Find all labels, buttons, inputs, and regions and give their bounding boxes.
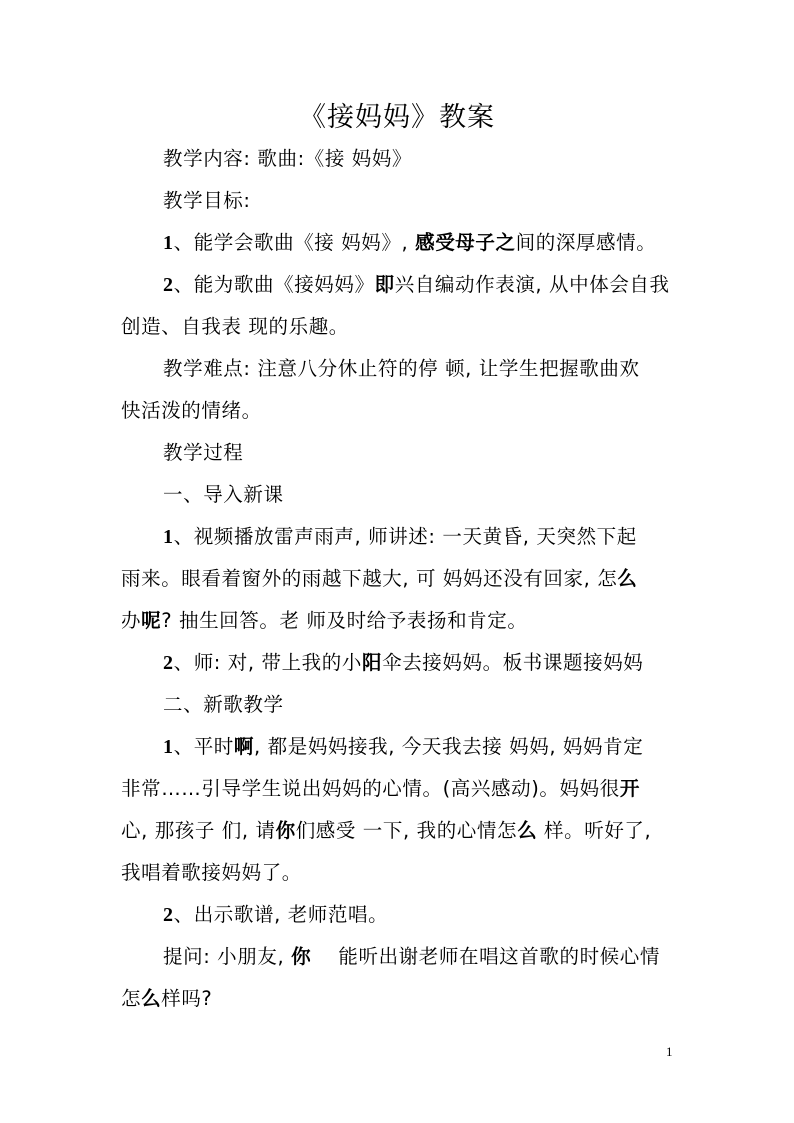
section-2-item-1: 1、平时啊, 都是妈妈接我, 今天我去接 妈妈, 妈妈肯定 — [163, 735, 644, 758]
teaching-content: 教学内容: 歌曲:《接 妈妈》 — [163, 147, 413, 170]
section-2-item-1-cont-c: 我唱着歌接妈妈了。 — [121, 861, 302, 884]
teaching-process-heading: 教学过程 — [163, 441, 244, 464]
section-2-item-1-cont-b: 心, 那孩子 们, 请你们感受 一下, 我的心情怎么 样。听好了, — [121, 819, 652, 842]
section-2-item-2: 2、出示歌谱, 老师范唱。 — [163, 903, 389, 926]
teaching-goals-heading: 教学目标: — [163, 189, 251, 212]
section-2-item-1-cont-a: 非常……引导学生说出妈妈的心情。(高兴感动)。妈妈很开 — [121, 777, 640, 800]
section-1-item-2: 2、师: 对, 带上我的小阳伞去接妈妈。板书课题接妈妈 — [163, 651, 644, 674]
teaching-difficulty: 教学难点: 注意八分休止符的停 顿, 让学生把握歌曲欢 — [163, 357, 640, 380]
question-cont: 怎么样吗? — [121, 987, 213, 1010]
section-1-item-1-cont-a: 雨来。眼看着窗外的雨越下越大, 可 妈妈还没有回家, 怎么 — [121, 567, 638, 590]
page-number: 1 — [666, 1044, 673, 1059]
question: 提问: 小朋友, 你 能听出谢老师在唱这首歌的时候心情 — [163, 945, 660, 968]
document-title: 《接妈妈》教案 — [299, 102, 495, 133]
section-2-heading: 二、新歌教学 — [163, 693, 284, 716]
goal-2-cont: 创造、自我表 现的乐趣。 — [121, 315, 349, 338]
teaching-difficulty-cont: 快活泼的情绪。 — [121, 399, 262, 422]
section-1-heading: 一、导入新课 — [163, 483, 284, 506]
goal-1: 1、能学会歌曲《接 妈妈》, 感受母子之间的深厚感情。 — [163, 231, 657, 254]
section-1-item-1-cont-b: 办呢? 抽生回答。老 师及时给予表扬和肯定。 — [121, 609, 528, 632]
goal-2: 2、能为歌曲《接妈妈》即兴自编动作表演, 从中体会自我 — [163, 273, 670, 296]
section-1-item-1: 1、视频播放雷声雨声, 师讲述: 一天黄昏, 天突然下起 — [163, 525, 637, 548]
